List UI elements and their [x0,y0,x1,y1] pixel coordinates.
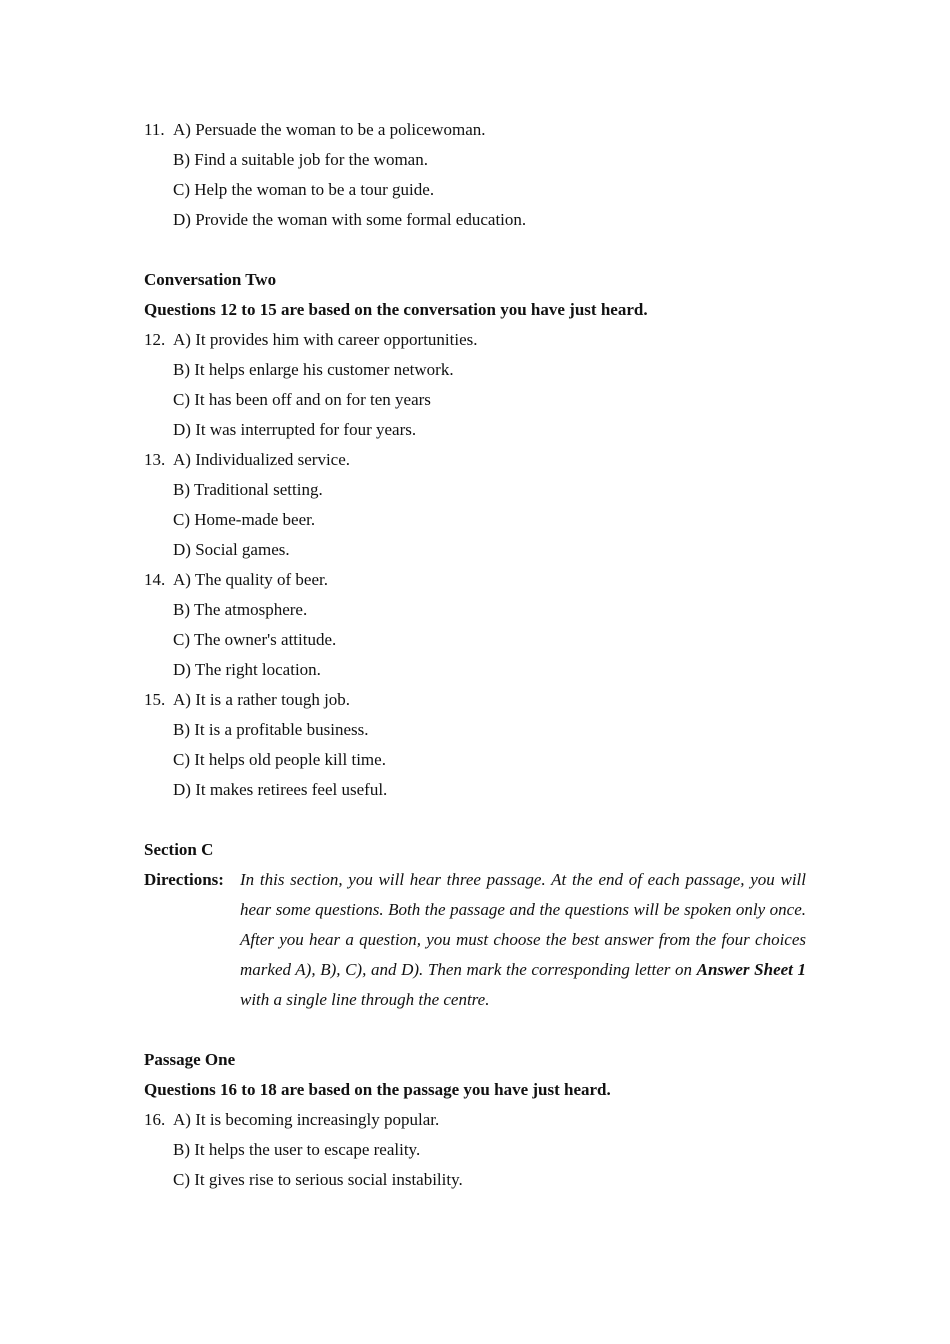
page-content [144,115,806,1195]
question-number: 11. [144,120,165,139]
option-c: C) It gives rise to serious social instability. [173,1170,463,1189]
option-b: B) It helps enlarge his customer network. [173,360,454,379]
option-b: B) It helps the user to escape reality. [173,1140,421,1159]
option-a: A) Persuade the woman to be a policewoman. [173,120,486,139]
section-heading: Passage One [144,1050,236,1069]
option-a: A) The quality of beer. [173,570,329,589]
question-12 [144,325,806,355]
question-number: 12. [144,330,166,349]
option-c: C) It has been off and on for ten years [173,390,431,409]
question-number: 16. [144,1110,166,1129]
question-11 [144,115,806,145]
option-d: D) The right location. [173,660,321,679]
spacer [144,235,806,265]
option-d: D) Social games. [173,540,290,559]
option-b: B) The atmosphere. [173,600,308,619]
option-b: B) It is a profitable business. [173,720,369,739]
option-d: D) Provide the woman with some formal education. [173,210,527,229]
section-instruction: Questions 12 to 15 are based on the conversation you have just heard. [144,300,648,319]
section-heading: Conversation Two [144,270,277,289]
directions-text-part2: with a single line through the centre. [240,990,490,1009]
option-c: C) It helps old people kill time. [173,750,386,769]
spacer [144,1015,806,1045]
section-instruction: Questions 16 to 18 are based on the passage you have just heard. [144,1080,611,1099]
question-number: 15. [144,690,166,709]
option-a: A) It provides him with career opportunities. [173,330,478,349]
option-d: D) It was interrupted for four years. [173,420,417,439]
question-14 [144,565,806,595]
option-a: A) Individualized service. [173,450,351,469]
directions-label: Directions: [144,870,224,889]
section-heading: Section C [144,840,214,859]
directions-text [240,865,806,1015]
option-a: A) It is a rather tough job. [173,690,351,709]
option-a: A) It is becoming increasingly popular. [173,1110,440,1129]
question-number: 14. [144,570,166,589]
answer-sheet-label: Answer Sheet 1 [696,960,806,979]
option-c: C) Help the woman to be a tour guide. [173,180,435,199]
option-c: C) The owner's attitude. [173,630,337,649]
question-15 [144,685,806,715]
option-b: B) Find a suitable job for the woman. [173,150,428,169]
directions-text-part1: In this section, you will hear three passage. At the end of each passage, you will hear some questions. Both the passage and the questions will be spoken only once. After you hear a question, you must choose the best answer from the four choices marked A), B), C), and D). Then mark the corresponding letter on [240,870,806,979]
option-c: C) Home-made beer. [173,510,316,529]
directions [144,865,806,1015]
option-d: D) It makes retirees feel useful. [173,780,388,799]
spacer [144,805,806,835]
option-b: B) Traditional setting. [173,480,323,499]
question-number: 13. [144,450,166,469]
question-16 [144,1105,806,1135]
question-13 [144,445,806,475]
